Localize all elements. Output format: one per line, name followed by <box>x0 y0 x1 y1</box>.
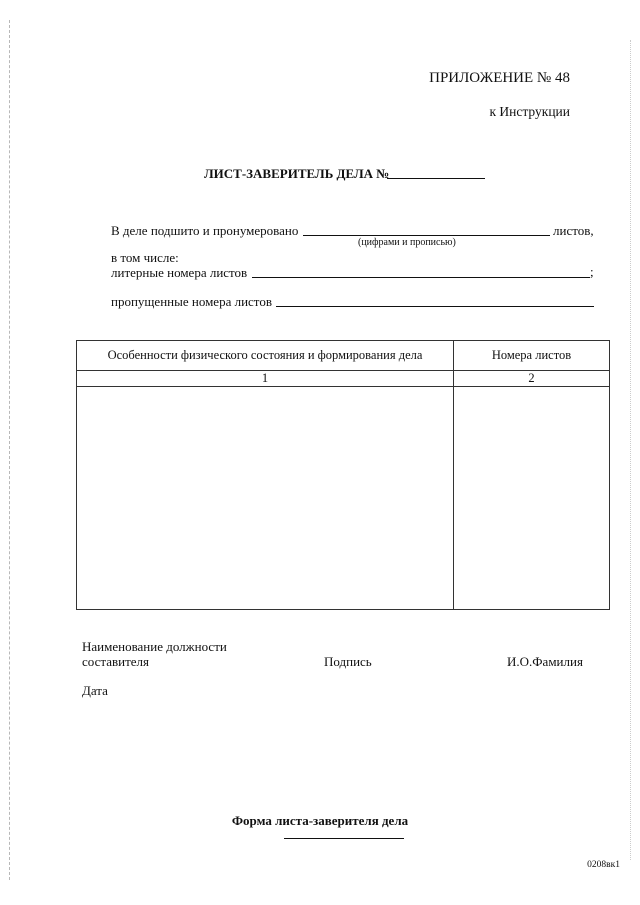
appendix-number: ПРИЛОЖЕНИЕ № 48 <box>429 70 570 86</box>
scan-edge-left <box>9 20 10 880</box>
date-label: Дата <box>82 683 108 698</box>
col2-index: 2 <box>454 371 610 387</box>
instruction-reference: к Инструкции <box>489 104 570 119</box>
signature-label: Подпись <box>324 654 372 669</box>
missing-numbers-label: пропущенные номера листов <box>111 294 272 309</box>
letter-numbers-label: литерные номера листов <box>111 265 248 280</box>
form-title: Форма листа-заверителя дела <box>231 813 409 828</box>
sheet-numbers-cell[interactable] <box>454 387 610 610</box>
condition-table <box>76 340 610 610</box>
title-number-line <box>387 178 485 179</box>
scan-edge-right <box>630 40 631 860</box>
including-label: в том числе: <box>111 250 179 265</box>
position-label-line1: Наименование должности <box>82 639 227 654</box>
col1-header: Особенности физического состояния и формирования дела <box>77 341 454 371</box>
form-title-underline <box>284 838 404 839</box>
filed-hint: (цифрами и прописью) <box>358 237 456 248</box>
position-label-line2: составителя <box>82 654 149 669</box>
filed-label: В деле подшито и пронумеровано <box>111 223 299 238</box>
sheets-suffix: листов, <box>553 223 594 238</box>
name-label: И.О.Фамилия <box>507 654 583 669</box>
letter-numbers-line <box>252 277 590 278</box>
filed-count-line <box>303 235 550 236</box>
condition-cell[interactable] <box>77 387 454 610</box>
missing-numbers-line <box>276 306 594 307</box>
col2-header: Номера листов <box>454 341 610 371</box>
col1-index: 1 <box>77 371 454 387</box>
form-code: 0208вк1 <box>587 860 620 870</box>
letter-numbers-suffix: ; <box>590 264 594 279</box>
document-title: ЛИСТ-ЗАВЕРИТЕЛЬ ДЕЛА № <box>204 166 390 181</box>
